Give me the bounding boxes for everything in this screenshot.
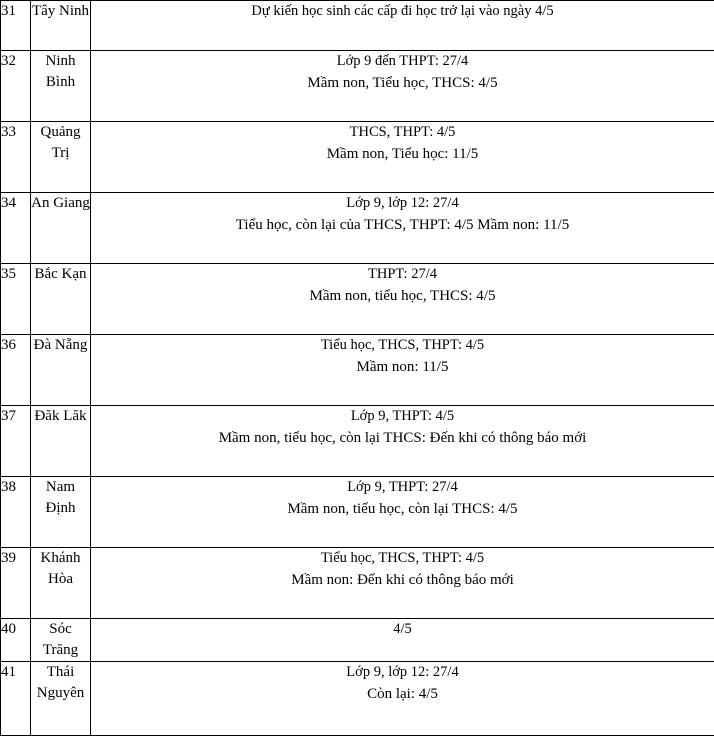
schedule-line: 4/5 [91,619,714,639]
schedule-line: Lớp 9, THPT: 27/4 [91,477,714,497]
schedule-line: Lớp 9, lớp 12: 27/4 [91,193,714,213]
schedule-cell [91,51,714,122]
schedule-line: Tiểu học, THCS, THPT: 4/5 [91,548,714,568]
schedule-line: Lớp 9, THPT: 4/5 [91,406,714,426]
schedule-line: THPT: 27/4 [91,264,714,284]
table-row [1,122,714,193]
schedule-line: Mầm non, Tiểu học: 11/5 [91,142,714,167]
table-row [1,335,714,406]
province-name: Tây Ninh [31,1,91,51]
schedule-cell [91,477,714,548]
schedule-line: Mầm non, tiểu học, còn lại THCS: Đến khi có thông báo mới [91,426,714,451]
row-number: 33 [1,122,31,193]
schedule-cell [91,619,714,662]
schedule-line: Mầm non, Tiểu học, THCS: 4/5 [91,71,714,96]
schedule-cell [91,1,714,51]
schedule-line: Lớp 9 đến THPT: 27/4 [91,51,714,71]
province-name: Đà Nẵng [31,335,91,406]
province-name: Sóc Trăng [31,619,91,662]
table-row [1,662,714,736]
row-number: 32 [1,51,31,122]
schedule-line: THCS, THPT: 4/5 [91,122,714,142]
table-row [1,1,714,51]
schedule-line: Tiểu học, THCS, THPT: 4/5 [91,335,714,355]
schedule-line: Mầm non, tiểu học, THCS: 4/5 [91,284,714,309]
row-number: 40 [1,619,31,662]
schedule-cell [91,122,714,193]
table-row [1,406,714,477]
row-number: 41 [1,662,31,736]
row-number: 37 [1,406,31,477]
province-name: Đăk Lăk [31,406,91,477]
row-number: 35 [1,264,31,335]
row-number: 38 [1,477,31,548]
schedule-line: Còn lại: 4/5 [91,682,714,707]
schedule-line: Lớp 9, lớp 12: 27/4 [91,662,714,682]
province-name: Thái Nguyên [31,662,91,736]
table-row [1,477,714,548]
schedule-line: Mầm non: Đến khi có thông báo mới [91,568,714,593]
schedule-cell [91,548,714,619]
schedule-line: Mầm non, tiểu học, còn lại THCS: 4/5 [91,497,714,522]
province-name: Bắc Kạn [31,264,91,335]
schedule-cell [91,264,714,335]
province-name: An Giang [31,193,91,264]
row-number: 36 [1,335,31,406]
province-name: Quảng Trị [31,122,91,193]
table-row [1,193,714,264]
province-name: Ninh Bình [31,51,91,122]
schedule-cell [91,193,714,264]
table-body [1,1,714,736]
row-number: 34 [1,193,31,264]
province-name: Nam Định [31,477,91,548]
schedule-line: Tiểu học, còn lại của THCS, THPT: 4/5 Mầm non: 11/5 [91,213,714,238]
province-name: Khánh Hòa [31,548,91,619]
table-row [1,51,714,122]
row-number: 39 [1,548,31,619]
schedule-cell [91,335,714,406]
schedule-line: Mầm non: 11/5 [91,355,714,380]
table-row [1,548,714,619]
table-row [1,264,714,335]
schedule-line: Dự kiến học sinh các cấp đi học trở lại vào ngày 4/5 [91,1,714,21]
table-row [1,619,714,662]
schedule-cell [91,406,714,477]
row-number: 31 [1,1,31,51]
schedule-cell [91,662,714,736]
